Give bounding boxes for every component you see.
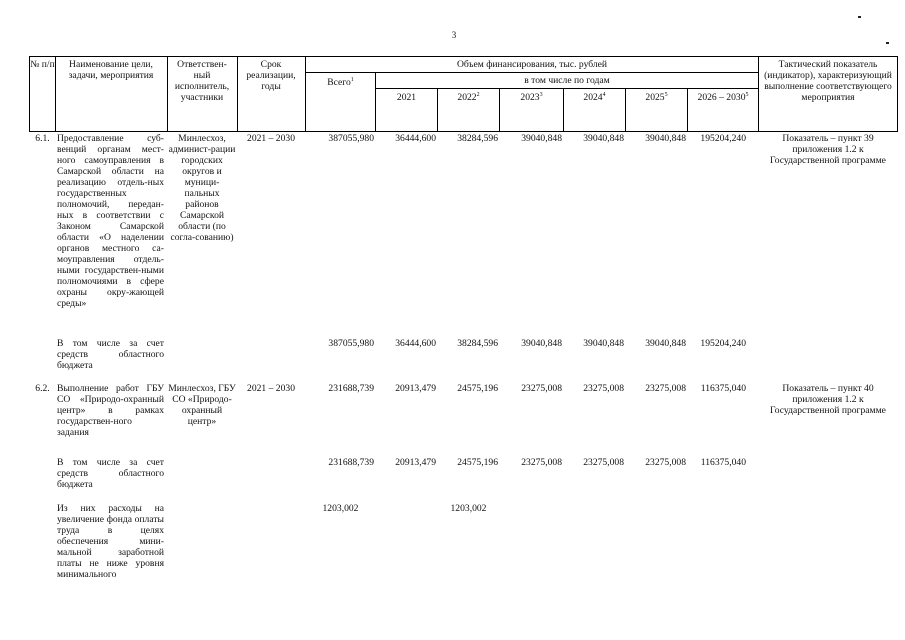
row-value: 20913,479 <box>395 457 436 468</box>
row-name: Из них расходы на увеличение фонда оплаты труда в целях обеспечения мини-мальной заработной платы не ниже уровня минимального <box>57 503 164 580</box>
row-term: 2021 – 2030 <box>247 383 295 394</box>
row-value: 1203,002 <box>322 503 359 514</box>
row-value: 38284,596 <box>457 338 498 349</box>
header-year-label: 2022 <box>457 92 477 103</box>
row-value: 23275,008 <box>583 383 624 394</box>
header-year-label: 2026 – 2030 <box>697 92 746 103</box>
header-year <box>376 92 437 103</box>
header-year-sup: 3 <box>539 92 543 98</box>
row-term: 2021 – 2030 <box>247 133 295 144</box>
header-name: Наименование цели, задачи, мероприятия <box>68 59 154 81</box>
header-year-label: 2023 <box>520 92 540 103</box>
row-value: 39040,848 <box>645 338 686 349</box>
header-year-label: 2024 <box>583 92 603 103</box>
header-total-label: Всего <box>327 77 351 88</box>
header-indicator: Тактический показатель (индикатор), характеризующий выполнение соответствующего мероприятия <box>764 59 892 103</box>
row-name: Предоставление суб-венций органам мест-ного самоуправления в Самарской области на реализацию отдель-ных государственных полномочий, передан-ных в соответствии с Законом Самарской области «О наделении органов местного са-моуправления отдель-ными государствен-ными полномочиями в сфере охраны окру-жающей среды» <box>57 133 164 309</box>
row-value: 23275,008 <box>583 457 624 468</box>
row-indicator: Показатель – пункт 39 приложения 1.2 к Государственной программе <box>770 133 886 166</box>
row-value: 39040,848 <box>583 133 624 144</box>
row-value: 39040,848 <box>521 338 562 349</box>
row-name: В том числе за счет средств областного бюджета <box>57 338 164 371</box>
header-year-label: 2021 <box>396 92 417 103</box>
row-value: 231688,739 <box>328 457 374 468</box>
row-responsible: Минлесхоз, ГБУ СО «Природо-охранный центр» <box>168 383 236 427</box>
header-num: № п/п <box>30 59 55 70</box>
row-value: 23275,008 <box>521 383 562 394</box>
row-name: В том числе за счет средств областного бюджета <box>57 457 164 490</box>
row-value: 23275,008 <box>521 457 562 468</box>
row-value: 36444,600 <box>395 338 436 349</box>
row-value: 36444,600 <box>395 133 436 144</box>
header-responsible: Ответствен-ный исполнитель, участники <box>174 59 230 103</box>
header-year-sup: 4 <box>602 92 606 98</box>
row-num: 6.1. <box>35 133 50 144</box>
row-value: 39040,848 <box>645 133 686 144</box>
header-year-sup: 2 <box>476 92 480 98</box>
row-value: 387055,980 <box>328 133 374 144</box>
row-value: 195204,240 <box>700 338 746 349</box>
row-responsible: Минлесхоз, админист-рации городских округов и муници-пальных районов Самарской области (по согла-сованию) <box>168 133 236 243</box>
row-value: 39040,848 <box>583 338 624 349</box>
header-year-sup: 5 <box>745 92 749 98</box>
row-value: 387055,980 <box>328 338 374 349</box>
row-value: 20913,479 <box>395 383 436 394</box>
row-value: 116375,040 <box>700 457 746 468</box>
row-value: 1203,002 <box>450 503 487 514</box>
header-term: Срок реализации, годы <box>246 59 296 92</box>
header-year <box>688 92 758 103</box>
row-value: 195204,240 <box>700 133 746 144</box>
row-value: 39040,848 <box>521 133 562 144</box>
row-num: 6.2. <box>35 383 50 394</box>
header-year <box>438 92 499 103</box>
header-year <box>500 92 563 103</box>
header-total <box>306 77 375 88</box>
row-value: 23275,008 <box>645 457 686 468</box>
header-year-label: 2025 <box>645 92 665 103</box>
row-value: 231688,739 <box>328 383 374 394</box>
header-year-sup: 5 <box>664 92 668 98</box>
row-name: Выполнение работ ГБУ СО «Природо-охранный центр» в рамках государствен-ного задания <box>57 383 164 438</box>
header-year <box>564 92 625 103</box>
row-indicator: Показатель – пункт 40 приложения 1.2 к Государственной программе <box>770 383 886 416</box>
header-funding: Объем финансирования, тыс. рублей <box>456 59 608 70</box>
row-value: 24575,196 <box>457 457 498 468</box>
page-number: 3 <box>451 30 457 40</box>
header-by-years: в том числе по годам <box>524 75 610 86</box>
row-value: 23275,008 <box>645 383 686 394</box>
row-value: 38284,596 <box>457 133 498 144</box>
row-value: 116375,040 <box>700 383 746 394</box>
header-year <box>626 92 687 103</box>
header-total-sup: 1 <box>350 77 354 83</box>
row-value: 24575,196 <box>457 383 498 394</box>
